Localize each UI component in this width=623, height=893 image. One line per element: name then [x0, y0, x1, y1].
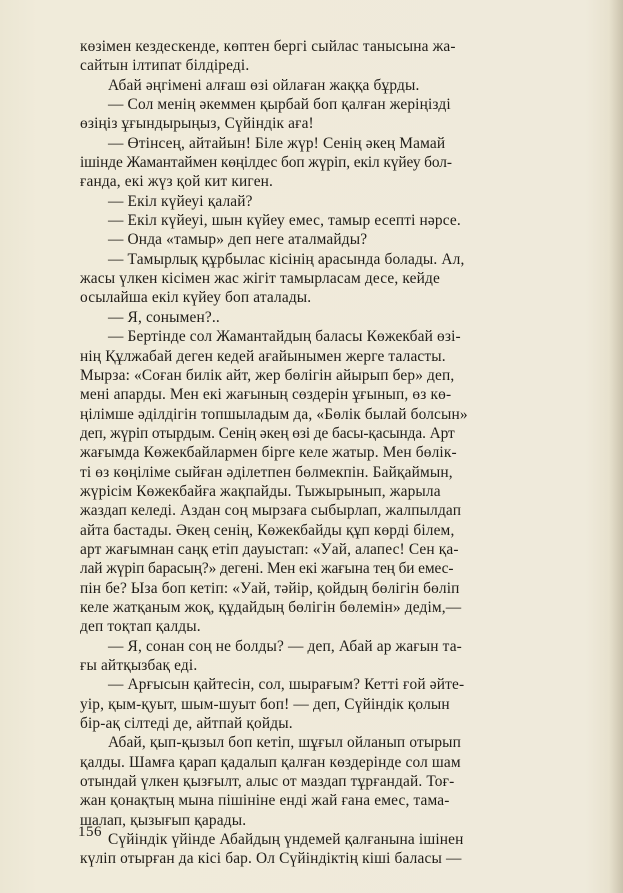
text-line: өзіңіз ұғындырыңыз, Сүйіндік аға!	[80, 115, 314, 133]
text-line: нің Құлжабай деген кедей ағайынымен жерге таласты.	[80, 347, 446, 365]
text-line: сайтын ілтипат білдіреді.	[80, 57, 250, 75]
text-line: жан қонақтың мына пішініне енді жай ғана емес, тама-	[80, 792, 450, 810]
text-line: күліп отырған да кісі бар. Ол Сүйіндіктің кіші баласы —	[80, 850, 462, 868]
text-line: — Екіл күйеуі қалай?	[108, 192, 253, 210]
text-line: айта бастады. Әкең сенің, Көжекбайды құп көрді білем,	[80, 521, 455, 539]
text-line: отындай үлкен қызғылт, алыс от маздап тұрғандай. Тоғ-	[80, 773, 455, 791]
text-line: — Бертінде сол Жамантайдың баласы Көжекбай өзі-	[108, 328, 461, 346]
text-line: Абай, қып-қызыл боп кетіп, шұғыл ойланып отырып	[108, 734, 462, 752]
text-line: шалап, қызығып қарады.	[80, 811, 247, 829]
body-text	[80, 37, 590, 869]
text-line: осылайша екіл күйеу боп аталады.	[80, 289, 312, 307]
text-line: — Онда «тамыр» деп неге аталмайды?	[108, 231, 368, 249]
text-line: лай жүріп барасың?» дегені. Мен екі жағына тең би емес-	[80, 560, 454, 578]
text-line: уір, қым-қуыт, шым-шуыт боп! — деп, Сүйіндік қолын	[80, 695, 450, 713]
text-line: қалды. Шамға қарап қадалып қалған көздерінде сол шам	[80, 753, 461, 771]
text-line: келе жатқаным жоқ, құдайдың бөлігін бөлемін» дедім,—	[80, 598, 462, 616]
page-edge-shadow	[609, 0, 623, 893]
text-line: мені апарды. Мен екі жағының сөздерін ұғынып, өз кө-	[80, 386, 452, 404]
text-line: ті өз көңіліме сыйған әділетпен бөлмекпін. Байқаймын,	[80, 463, 453, 481]
text-line: — Тамырлық құрбылас кісінің арасында болады. Ал,	[108, 250, 465, 268]
text-line: — Я, сонымен?..	[108, 308, 220, 326]
text-line: бір-ақ сілтеді де, айтпай қойды.	[80, 715, 293, 733]
text-line: деп тоқтап қалды.	[80, 618, 201, 636]
text-line: пін бе? Ыза боп кетіп: «Уай, тәйір, қойдың бөлігін бөліп	[80, 579, 460, 597]
text-line: — Я, сонан соң не болды? — деп, Абай ар жағын та-	[108, 637, 462, 655]
text-line: — Екіл күйеуі, шын күйеу емес, тамыр есепті нәрсе.	[108, 212, 461, 230]
text-line: жаздап келеді. Аздан соң мырзаға сыбырлап, жалпылдап	[80, 502, 462, 520]
text-line: ғы айтқызбақ еді.	[80, 657, 198, 674]
text-line: — Өтінсең, айтайын! Біле жүр! Сенің әкең Мамай	[108, 134, 446, 152]
text-line: көзімен кездескенде, көптен бергі сыйлас танысына жа-	[80, 38, 456, 55]
text-line: — Арғысын қайтесін, сол, шырағым? Кетті ғой әйте-	[108, 676, 465, 694]
text-line: ғанда, екі жүз қой кит киген.	[80, 173, 274, 191]
text-line: жағымда Көжекбайлармен бірге келе жатыр. Мен бөлік-	[80, 444, 457, 462]
text-line: Мырза: «Соған билік айт, жер бөлігін айырып бер» деп,	[80, 366, 455, 384]
text-line: Абай әңгімені алғаш өзі ойлаған жаққа бұрды.	[108, 76, 420, 94]
text-line: ішінде Жамантаймен көңілдес боп жүріп, екіл күйеу бол-	[80, 154, 452, 172]
text-line: жасы үлкен кісімен жас жігіт тамырласам десе, кейде	[80, 270, 440, 288]
text-line: жүрісім Көжекбайға жақпайды. Тыжырынып, жарыла	[80, 482, 441, 500]
text-line: деп, жүріп отырдым. Сенің әкең өзі де басы-қасында. Арт	[80, 424, 455, 442]
page-number: 156	[78, 824, 102, 840]
text-line: — Сол менің әкеммен қырбай боп қалған жеріңізді	[108, 96, 451, 114]
text-line: арт жағымнан саңқ етіп дауыстап: «Уай, алапес! Сен қа-	[80, 540, 459, 558]
text-line: ңілімше әділдігін топшыладым да, «Бөлік былай болсын»	[80, 405, 468, 423]
text-line: Сүйіндік үйінде Абайдың үндемей қалғанына ішінен	[108, 831, 464, 849]
